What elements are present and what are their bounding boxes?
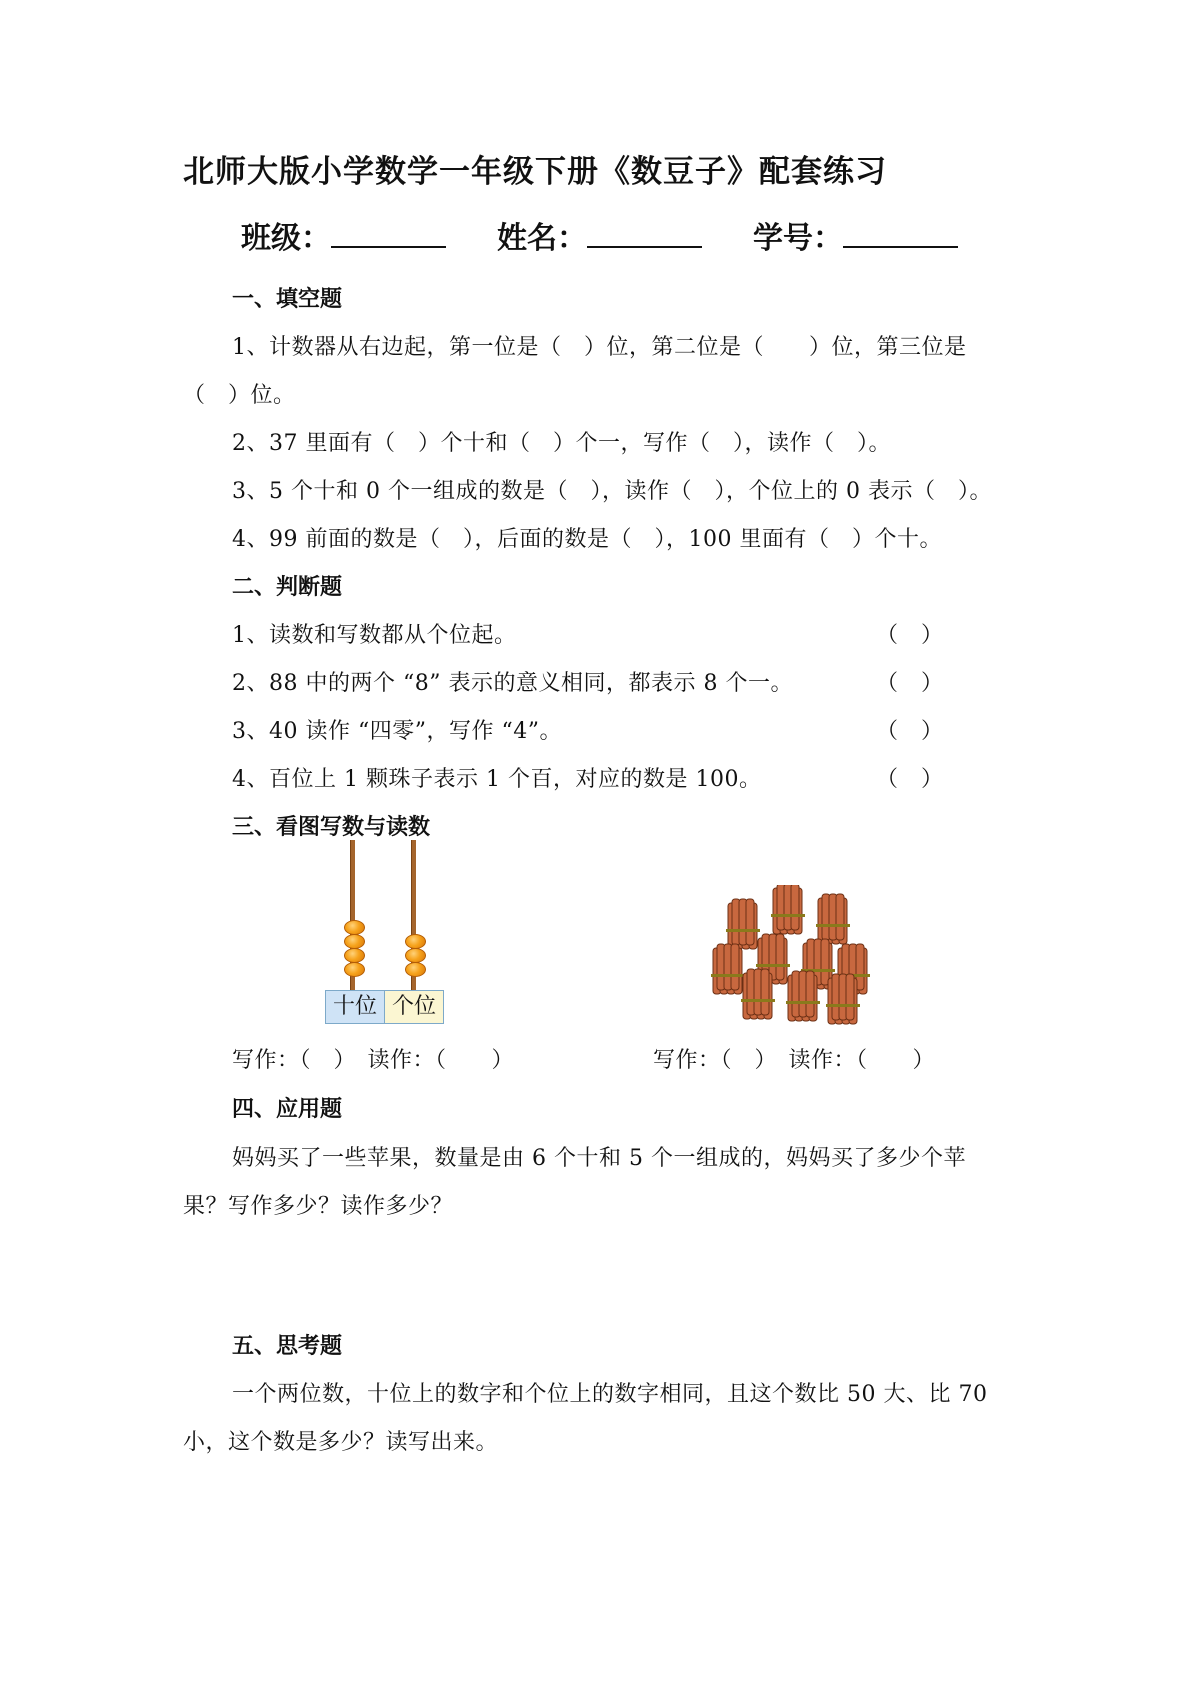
number-field [753, 213, 958, 257]
s1-q3: 3、5 个十和 0 个一组成的数是（ ），读作（ ），个位上的 0 表示（ ）。 [232, 479, 992, 504]
judge-item-2: 2、88 中的两个 “8” 表示的意义相同，都表示 8 个一。 [232, 671, 793, 696]
judge-bracket-1[interactable]: （ ） [876, 623, 944, 648]
judge-bracket-2[interactable]: （ ） [876, 671, 944, 696]
ones-bead-1 [405, 962, 426, 977]
s3-left-answer: 写作：（ ） 读作：（ ） [232, 1048, 515, 1073]
stick-bundles-image [700, 885, 875, 1030]
ones-place-label: 个位 [384, 990, 444, 1024]
class-blank[interactable] [331, 220, 446, 248]
class-field [241, 213, 446, 257]
name-blank[interactable] [587, 220, 702, 248]
judge-item-3: 3、40 读作 “四零”，写作 “4”。 [232, 719, 562, 744]
tens-bead-3 [344, 934, 365, 949]
s1-q4: 4、99 前面的数是（ ），后面的数是（ ），100 里面有（ ）个十。 [232, 527, 942, 552]
stick-bundle [786, 971, 820, 1021]
s5-line2: 小，这个数是多少？读写出来。 [183, 1430, 499, 1455]
abacus-figure [320, 840, 460, 1030]
s3-right-answer: 写作：（ ） 读作：（ ） [653, 1048, 936, 1073]
number-blank[interactable] [843, 220, 958, 248]
s4-line1: 妈妈买了一些苹果，数量是由 6 个十和 5 个一组成的，妈妈买了多少个苹 [232, 1146, 966, 1171]
s4-line2: 果？写作多少？读作多少？ [183, 1194, 454, 1219]
section3-heading: 三、看图写数与读数 [232, 814, 431, 840]
name-field [497, 213, 702, 257]
ones-bead-2 [405, 948, 426, 963]
tens-bead-1 [344, 962, 365, 977]
s5-line1: 一个两位数，十位上的数字和个位上的数字相同，且这个数比 50 大、比 70 [232, 1382, 988, 1407]
stick-bundle [816, 894, 850, 944]
class-label: 班级： [241, 221, 331, 256]
stick-bundle [826, 974, 860, 1024]
name-label: 姓名： [497, 221, 587, 256]
page-title: 北师大版小学数学一年级下册《数豆子》配套练习 [183, 154, 887, 190]
section1-heading: 一、填空题 [232, 286, 343, 312]
judge-bracket-3[interactable]: （ ） [876, 719, 944, 744]
judge-item-1: 1、读数和写数都从个位起。 [232, 623, 517, 648]
ones-bead-3 [405, 934, 426, 949]
judge-item-4: 4、百位上 1 颗珠子表示 1 个百，对应的数是 100。 [232, 767, 762, 792]
section5-heading: 五、思考题 [232, 1333, 343, 1359]
tens-bead-2 [344, 948, 365, 963]
tens-bead-4 [344, 920, 365, 935]
section4-heading: 四、应用题 [232, 1096, 343, 1122]
stick-bundle [726, 899, 760, 949]
number-label: 学号： [753, 221, 843, 256]
s1-q1-line2: （ ）位。 [183, 383, 296, 408]
s1-q1-line1: 1、计数器从右边起，第一位是（ ）位，第二位是（ ）位，第三位是 [232, 335, 967, 360]
stick-bundle [711, 944, 745, 994]
s1-q2: 2、37 里面有（ ）个十和（ ）个一，写作（ ），读作（ ）。 [232, 431, 891, 456]
section2-heading: 二、判断题 [232, 574, 343, 600]
judge-bracket-4[interactable]: （ ） [876, 767, 944, 792]
tens-place-label: 十位 [325, 990, 385, 1024]
stick-bundle [741, 969, 775, 1019]
stick-bundle [771, 885, 805, 934]
